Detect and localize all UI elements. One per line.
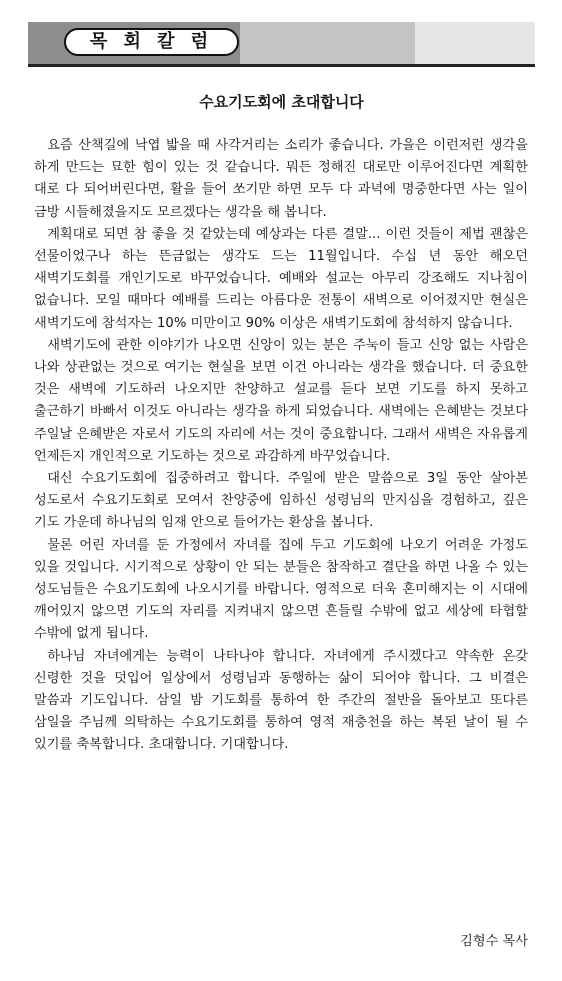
article-title: 수요기도회에 초대합니다	[199, 93, 364, 111]
article-body	[34, 135, 528, 757]
article-paragraph: 새벽기도에 관한 이야기가 나오면 신앙이 있는 분은 주눅이 들고 신앙 없는 사람은 나와 상관없는 것으로 여기는 현실을 보면 이건 아니라는 생각을 했습니다. 더 중요한 것은 새벽에 기도하러 나오지만 찬양하고 설교를 듣다 보면 기도를 하지 못하고 출근하기 바빠서 이것도 아니라는 생각을 하게 되었습니다. 새벽에는 은혜받는 것보다 주일날 은혜받은 자로서 기도의 자리에 서는 것이 중요합니다. 그래서 새벽은 자유롭게 언제든지 개인적으로 기도하는 것으로 과감하게 바꾸었습니다.	[34, 337, 528, 464]
header-light-segment	[415, 22, 535, 64]
article-paragraph: 대신 수요기도회에 집중하려고 합니다. 주일에 받은 말씀으로 3일 동안 살아본 성도로서 수요기도회로 모여서 찬양중에 임하신 성령님의 만지심을 경험하고, 깊은 기도 가운데 하나님의 임재 안으로 들어가는 환상을 봅니다.	[34, 471, 528, 531]
article-paragraph: 물론 어린 자녀를 둔 가정에서 자녀를 집에 두고 기도회에 나오기 어려운 가정도 있을 것입니다. 시기적으로 상황이 안 되는 분들은 참작하고 결단을 하면 나올 수 있는 성도님들은 수요기도회에 나오시기를 바랍니다. 영적으로 더욱 혼미해지는 이 시대에 깨어있지 않으면 기도의 자리를 지켜내지 않으면 흔들릴 수밖에 없고 세상에 타협할 수밖에 없게 됩니다.	[34, 537, 528, 642]
article-paragraph: 요즘 산책길에 낙엽 밟을 때 사각거리는 소리가 좋습니다. 가을은 이런저런 생각을 하게 만드는 묘한 힘이 있는 것 같습니다. 뭐든 정해진 대로만 이루어진다면 계획한 대로 다 되어버린다면, 활을 들어 쏘기만 하면 모두 다 과녁에 명중한다면 사는 일이 금방 시들해졌을지도 모르겠다는 생각을 해 봅니다.	[34, 138, 528, 220]
article-paragraph: 계획대로 되면 참 좋을 것 같았는데 예상과는 다른 결말... 이런 것들이 제법 괜찮은 선물이었구나 하는 뜬금없는 생각도 드는 11월입니다. 수십 년 동안 해오던 새벽기도회를 개인기도로 바꾸었습니다. 예배와 설교는 아무리 강조해도 지나침이 없습니다. 모일 때마다 예배를 드리는 아름다운 전통이 새벽으로 이어졌지만 현실은 새벽기도에 참석자는 10% 미만이고 90% 이상은 새벽기도회에 참석하지 않습니다.	[34, 226, 528, 331]
column-header-banner	[28, 22, 535, 67]
article-paragraph: 하나님 자녀에게는 능력이 나타나야 합니다. 자녀에게 주시겠다고 약속한 온갖 신령한 것을 덧입어 일상에서 성령님과 동행하는 삶이 되어야 합니다. 그 비결은 말씀과 기도입니다. 삼일 밤 기도회를 통하여 한 주간의 절반을 돌아보고 또다른 삼일을 주님께 의탁하는 수요기도회를 통하여 영적 재충천을 하는 복된 날이 될 수 있기를 축복합니다. 초대합니다. 기대합니다.	[34, 648, 528, 753]
column-label: 목 회 칼 럼	[64, 28, 239, 56]
article-author: 김형수 목사	[460, 934, 528, 949]
header-mid-segment	[240, 22, 415, 64]
